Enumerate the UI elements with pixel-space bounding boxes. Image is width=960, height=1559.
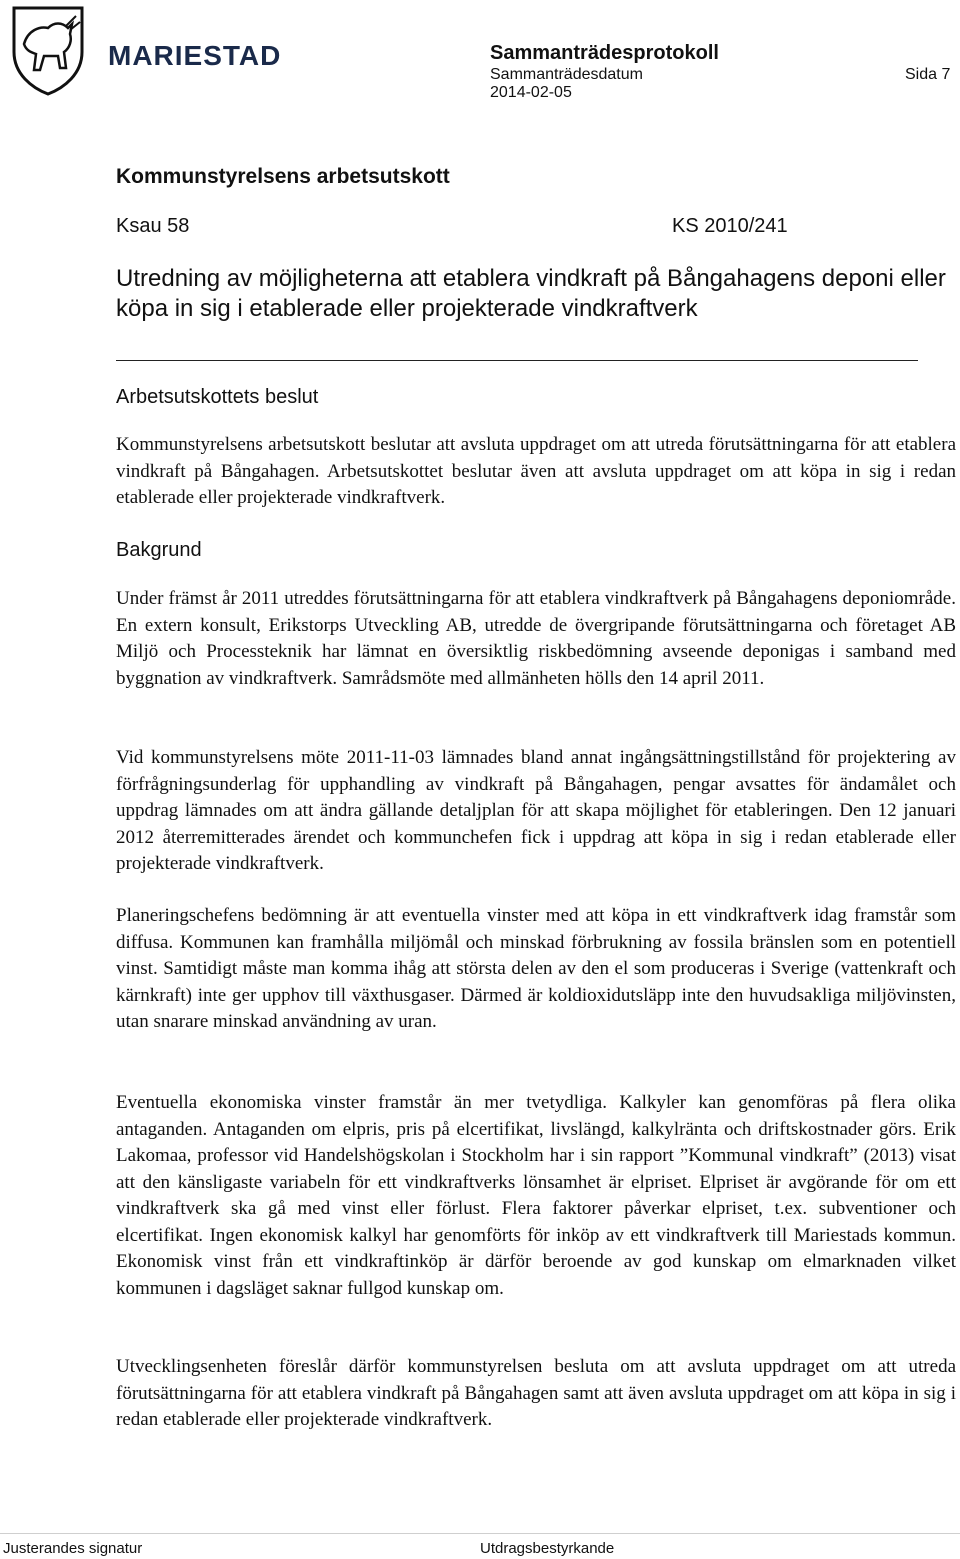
background-paragraph: Planeringschefens bedömning är att eventuella vinster med att köpa in ett vindkraftverk idag framstår som diffusa. Kommunen kan framhålla miljömål och minskad förbrukning av fossila bränslen som en potentiell vinst. Samtidigt måste man komma ihåg att största delen av den el som produceras i Sverige (vattenkraft och kärnkraft) inte ger upphov till växthusgaser. Därmed är koldioxidutsläpp inte den huvudsakliga miljövinsten, utan snarare minskad användning av uran. <box>116 905 956 1032</box>
committee-heading: Kommunstyrelsens arbetsutskott <box>116 165 450 188</box>
extract-certification-label: Utdragsbestyrkande <box>480 1540 615 1557</box>
decision-heading: Arbetsutskottets beslut <box>116 386 319 408</box>
item-title: Utredning av möjligheterna att etablera vindkraft på Bångahagens deponi eller köpa in sig i etablerade eller projekterade vindkraftverk <box>116 265 946 322</box>
background-heading: Bakgrund <box>116 539 202 561</box>
background-paragraph: Eventuella ekonomiska vinster framstår än mer tvetydliga. Kalkyler kan genomföras på flera olika antaganden. Antaganden om elpris, pris på elcertifikat, livslängd, kalkylränta och driftskostnader görs. Erik Lakomaa, professor vid Handelshögskolan i Stockholm har i sin rapport ”Kommunal vindkraft” (2013) visat att den känsligaste variabeln för ett vindkraftverks lönsamhet är elpriset. Elpriset är avgörande för om ett vindkraftverk ska gå med vinst eller förlust. Flera faktorer påverkar elpriset, t.ex. subventioner och elcertifikat. Ingen ekonomisk kalkyl har genomförts för inköp av ett vindkraftverk till Mariestads kommun. Ekonomisk vinst från ett vindkraftinköp är därför beroende av god kunskap om elmarknaden vilket kommunen i dagsläget saknar fullgod kunskap om. <box>116 1092 956 1299</box>
document-title: Sammanträdesprotokoll <box>490 42 719 64</box>
title-divider <box>116 360 918 361</box>
page-number: Sida 7 <box>905 66 951 83</box>
meeting-date: 2014-02-05 <box>490 84 572 101</box>
case-number: KS 2010/241 <box>672 215 788 237</box>
background-paragraph: Under främst år 2011 utreddes förutsättningarna för att etablera vindkraftverk på Bångahagens deponiområde. En extern konsult, Erikstorps Utveckling AB, utredde de övergripande förutsättningarna och företaget AB Miljö och Processteknik har lämnat en översiktlig riskbedömning avseende deponigas i samband med byggnation av vindkraftverk. Samrådsmöte med allmänheten hölls den 14 april 2011. <box>116 588 956 689</box>
municipality-coat-of-arms-icon <box>10 4 86 96</box>
logo-wordmark: MARIESTAD <box>108 40 282 71</box>
signature-label: Justerandes signatur <box>3 1540 143 1557</box>
meeting-date-label: Sammanträdesdatum <box>490 66 643 83</box>
section-reference <box>116 215 189 238</box>
background-paragraph: Utvecklingsenheten föreslår därför kommunstyrelsen besluta om att avsluta uppdraget om att utreda förutsättningarna för att etablera vindkraft på Bångahagen samt att även avsluta uppdraget om att köpa in sig i redan etablerade eller projekterade vindkraftverk. <box>116 1356 956 1430</box>
background-paragraph: Vid kommunstyrelsens möte 2011-11-03 lämnades bland annat ingångsättningstillstånd för projektering av förfrågningsunderlag för upphandling av vindkraft på Bångahagen, pengar avsattes för ändamålet och uppdrag lämnades om att ändra gällande detaljplan för att skapa möjlighet för etableringen. Den 12 januari 2012 återremitterades ärendet och kommunchefen fick i uppdrag att köpa in sig i redan etablerade eller projekterade vindkraftverk. <box>116 747 956 874</box>
footer-divider <box>0 1533 960 1534</box>
decision-text: Kommunstyrelsens arbetsutskott beslutar att avsluta uppdraget om att utreda förutsättningarna för att etablera vindkraft på Bångahagen. Arbetsutskottet beslutar även att avsluta uppdraget om att köpa in sig i redan etablerade eller projekterade vindkraftverk. <box>116 434 956 508</box>
section-reference-text: Ksau 58 <box>116 215 190 237</box>
